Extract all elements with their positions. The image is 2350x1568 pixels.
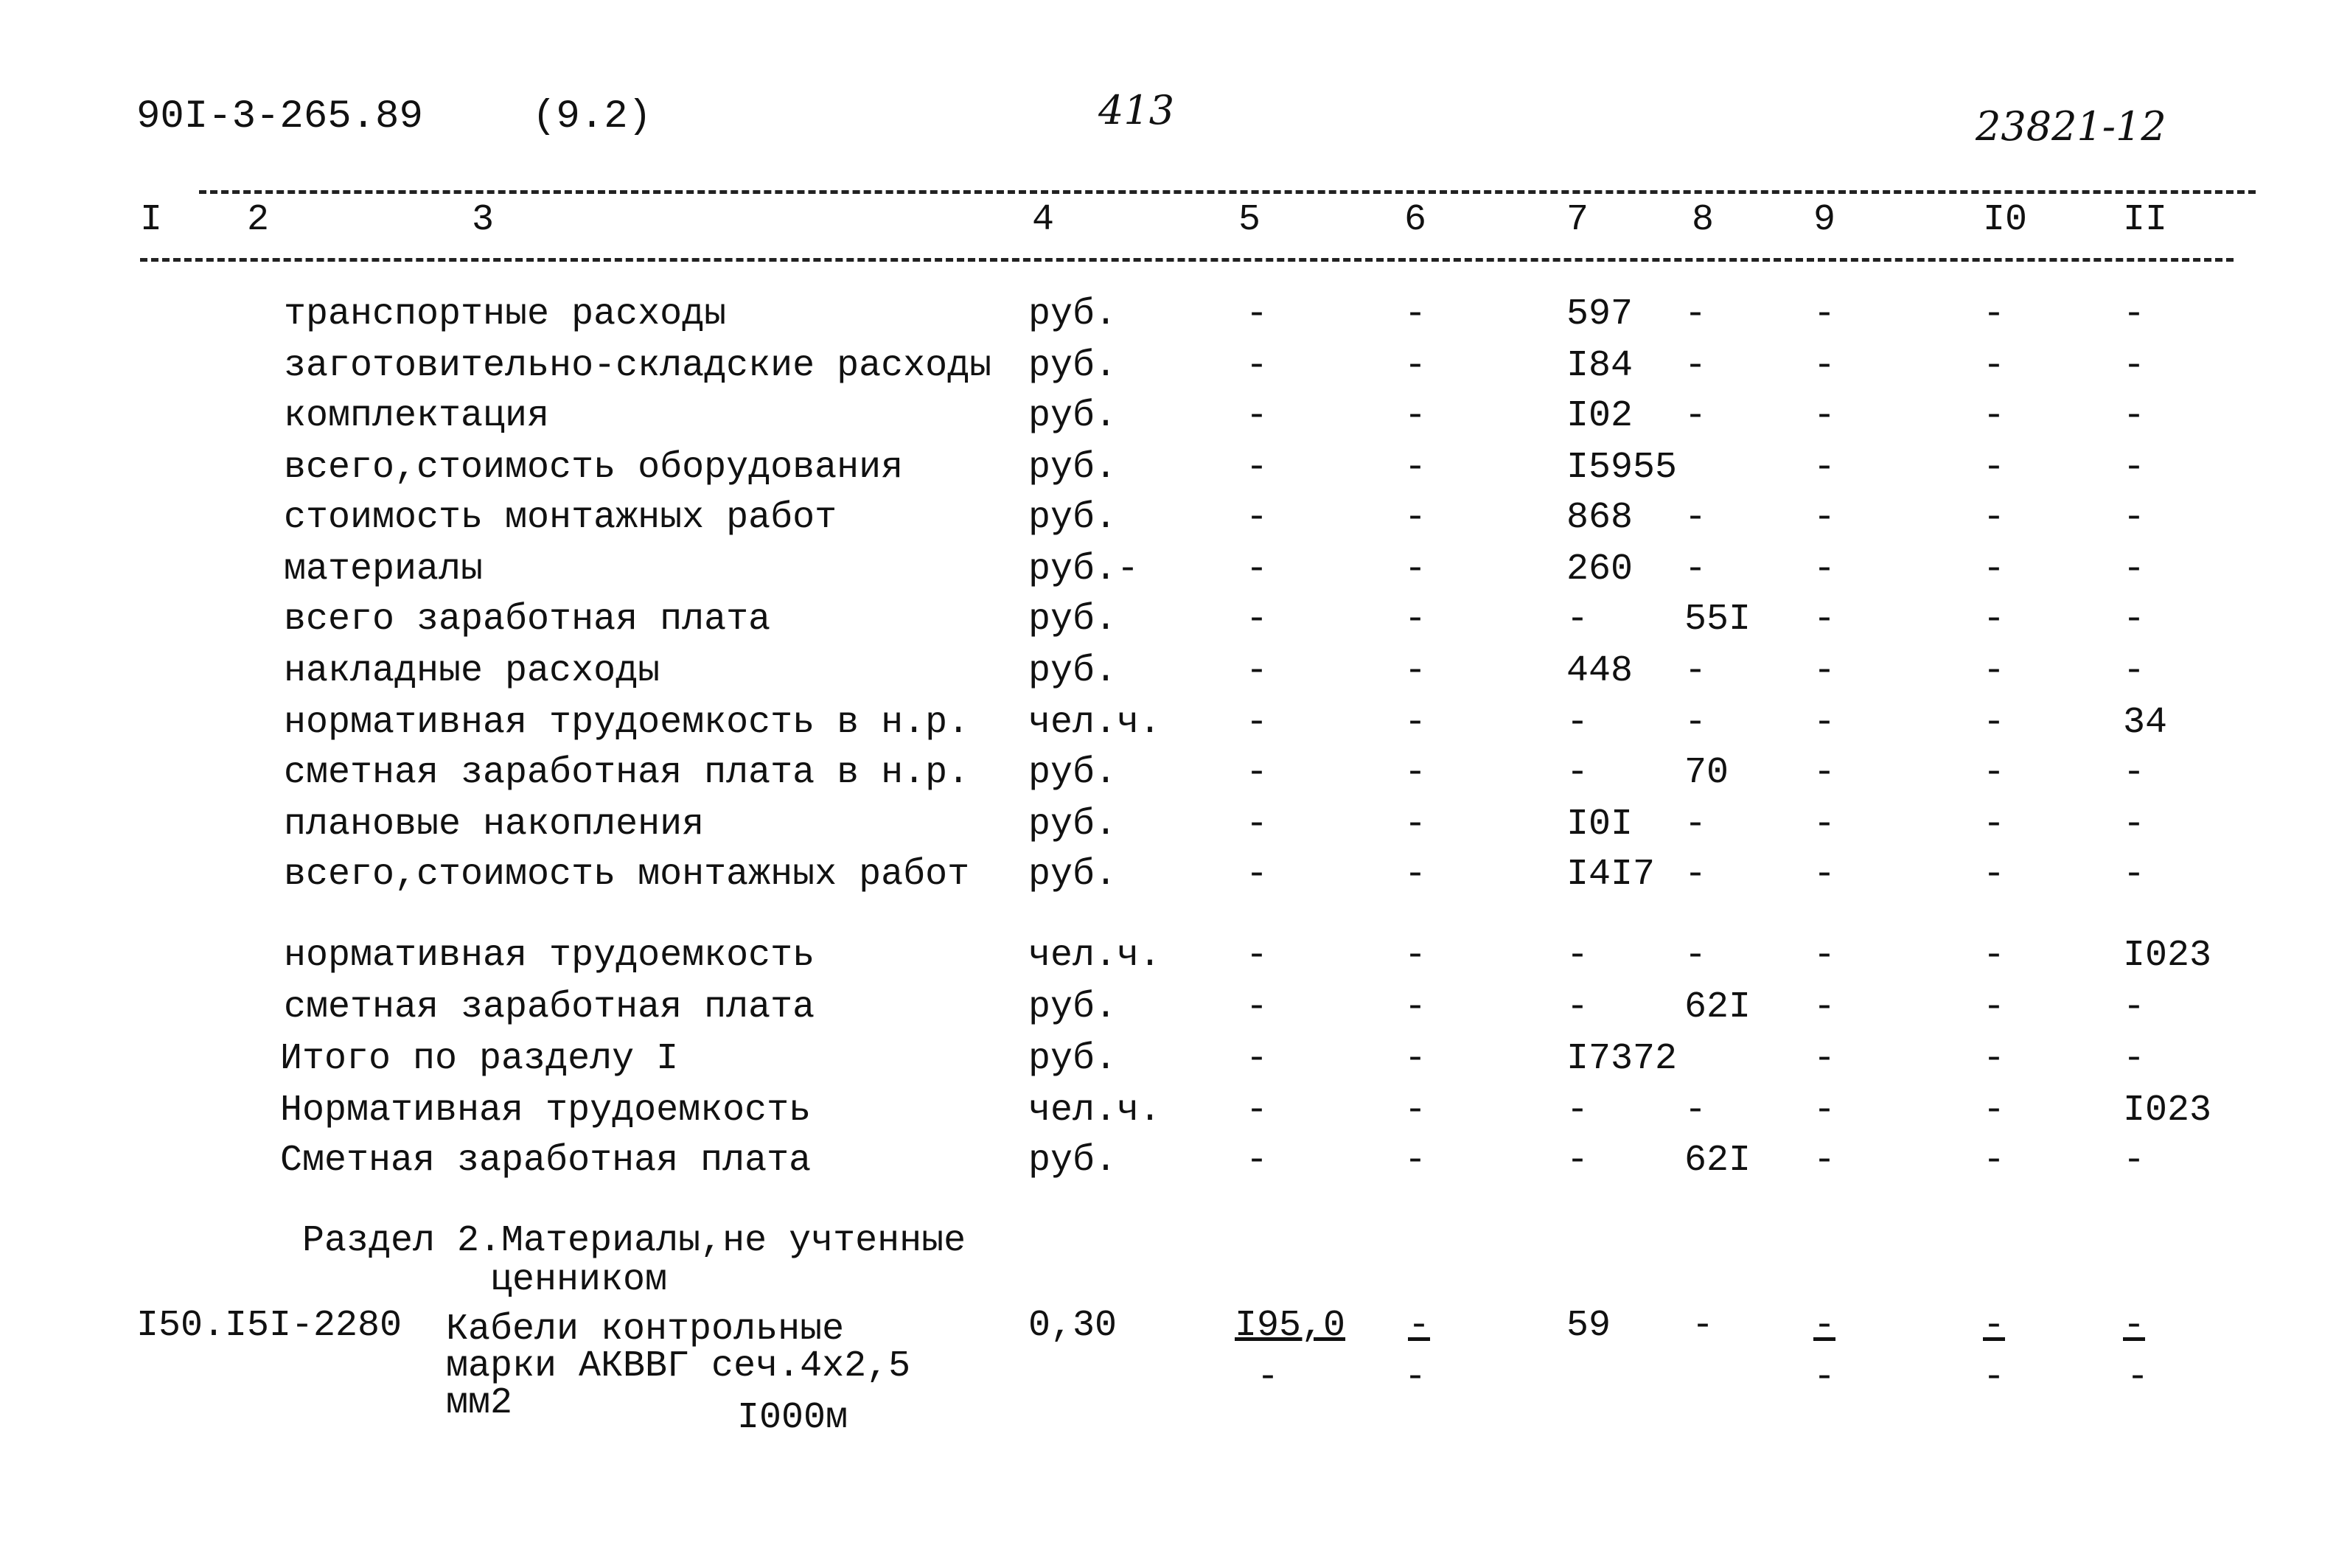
row-col5: - xyxy=(1246,395,1269,437)
row-col7: I4I7 xyxy=(1566,854,1656,896)
row-col6: - xyxy=(1404,345,1427,387)
row-unit: руб. xyxy=(1028,804,1118,846)
row-col5: - xyxy=(1246,447,1269,489)
row-label: стоимость монтажных работ xyxy=(284,497,837,539)
row-col10: - xyxy=(1983,395,2006,437)
header-bottom-rule xyxy=(140,258,2234,262)
row-col6: - xyxy=(1404,650,1427,692)
row-col6: - xyxy=(1404,752,1427,794)
row-unit: руб. xyxy=(1028,752,1118,794)
item-name-line2: марки АКВВГ сеч.4х2,5 xyxy=(446,1345,911,1387)
row-col8: - xyxy=(1684,497,1707,539)
item-col6-lower: - xyxy=(1404,1356,1427,1398)
row-label: материалы xyxy=(284,548,484,590)
row-col7: - xyxy=(1566,599,1589,641)
row-label: комплектация xyxy=(284,395,550,437)
row-col9: - xyxy=(1813,293,1836,335)
item-col6: - xyxy=(1408,1305,1431,1347)
row-unit: руб.- xyxy=(1028,548,1140,590)
item-col11: - xyxy=(2123,1305,2146,1347)
row-col5: - xyxy=(1246,702,1269,744)
row-col9: - xyxy=(1813,1140,1836,1182)
row-col6: - xyxy=(1404,1090,1427,1132)
row-col6: - xyxy=(1404,447,1427,489)
row-col9: - xyxy=(1813,702,1836,744)
row-col9: - xyxy=(1813,935,1836,977)
row-label: всего заработная плата xyxy=(284,599,771,641)
column-header: 3 xyxy=(472,199,495,241)
item-col10-lower: - xyxy=(1983,1356,2006,1398)
item-col5-lower: - xyxy=(1257,1356,1280,1398)
inventory-number: 23821-12 xyxy=(1976,103,2166,150)
row-unit: руб. xyxy=(1028,650,1118,692)
row-unit: руб. xyxy=(1028,293,1118,335)
row-unit: руб. xyxy=(1028,986,1118,1028)
row-col11: - xyxy=(2123,345,2146,387)
row-col6: - xyxy=(1404,804,1427,846)
row-col8: - xyxy=(1684,650,1707,692)
row-col8: - xyxy=(1684,854,1707,896)
column-header: 9 xyxy=(1813,199,1836,241)
row-col9: - xyxy=(1813,650,1836,692)
header-top-rule xyxy=(199,190,2256,194)
column-header: 2 xyxy=(247,199,270,241)
row-col5: - xyxy=(1246,1090,1269,1132)
row-col11: - xyxy=(2123,293,2146,335)
row-col5: - xyxy=(1246,497,1269,539)
row-col7: - xyxy=(1566,1140,1589,1182)
row-col8: 70 xyxy=(1684,752,1729,794)
row-col8: - xyxy=(1684,804,1707,846)
row-col9: - xyxy=(1813,548,1836,590)
row-col7: 260 xyxy=(1566,548,1634,590)
item-total: 59 xyxy=(1566,1305,1611,1347)
item-col9-lower: - xyxy=(1813,1356,1836,1398)
row-unit: руб. xyxy=(1028,854,1118,896)
row-col10: - xyxy=(1983,548,2006,590)
row-col7: 868 xyxy=(1566,497,1634,539)
row-col7: - xyxy=(1566,935,1589,977)
page-number: 413 xyxy=(1098,87,1175,133)
row-label: плановые накопления xyxy=(284,804,705,846)
row-col9: - xyxy=(1813,599,1836,641)
row-col5: - xyxy=(1246,1140,1269,1182)
row-col6: - xyxy=(1404,854,1427,896)
row-col9: - xyxy=(1813,395,1836,437)
row-unit: чел.ч. xyxy=(1028,1090,1162,1132)
row-col5: - xyxy=(1246,1038,1269,1080)
row-col6: - xyxy=(1404,548,1427,590)
row-col5: - xyxy=(1246,345,1269,387)
column-header: I0 xyxy=(1983,199,2028,241)
row-col9: - xyxy=(1813,1090,1836,1132)
row-col8: 55I xyxy=(1684,599,1751,641)
row-col11: - xyxy=(2123,599,2146,641)
row-col11: I023 xyxy=(2123,935,2212,977)
row-col11: - xyxy=(2123,986,2146,1028)
row-col11: 34 xyxy=(2123,702,2168,744)
row-col10: - xyxy=(1983,935,2006,977)
row-col8: 62I xyxy=(1684,1140,1751,1182)
row-col8: - xyxy=(1684,293,1707,335)
row-label: Сметная заработная плата xyxy=(280,1140,812,1182)
row-col10: - xyxy=(1983,804,2006,846)
row-unit: руб. xyxy=(1028,497,1118,539)
row-col9: - xyxy=(1813,986,1836,1028)
item-quantity: 0,30 xyxy=(1028,1305,1118,1347)
row-label: сметная заработная плата xyxy=(284,986,815,1028)
row-unit: руб. xyxy=(1028,345,1118,387)
row-col10: - xyxy=(1983,447,2006,489)
column-header: 6 xyxy=(1404,199,1427,241)
row-col6: - xyxy=(1404,935,1427,977)
item-unit-price: I95,0 xyxy=(1235,1305,1346,1347)
item-unit-measure: I000м xyxy=(737,1397,848,1439)
section-reference: (9.2) xyxy=(532,94,652,139)
row-col11: - xyxy=(2123,650,2146,692)
row-col6: - xyxy=(1404,395,1427,437)
column-header: I xyxy=(140,199,163,241)
row-label: всего,стоимость монтажных работ xyxy=(284,854,970,896)
row-col8: - xyxy=(1684,395,1707,437)
row-col8: - xyxy=(1684,345,1707,387)
row-unit: руб. xyxy=(1028,599,1118,641)
row-label: заготовительно-складские расходы xyxy=(284,345,992,387)
row-col10: - xyxy=(1983,854,2006,896)
row-label: сметная заработная плата в н.р. xyxy=(284,752,970,794)
row-col10: - xyxy=(1983,1140,2006,1182)
row-col7: - xyxy=(1566,752,1589,794)
row-col11: - xyxy=(2123,1038,2146,1080)
row-col8: - xyxy=(1684,548,1707,590)
item-name-line1: Кабели контрольные xyxy=(446,1309,845,1351)
row-col10: - xyxy=(1983,1090,2006,1132)
row-label: всего,стоимость оборудования xyxy=(284,447,904,489)
item-col10: - xyxy=(1983,1305,2006,1347)
row-col7: I5955 xyxy=(1566,447,1678,489)
row-col8: - xyxy=(1684,702,1707,744)
row-unit: чел.ч. xyxy=(1028,702,1162,744)
row-col6: - xyxy=(1404,497,1427,539)
row-col8: - xyxy=(1684,1090,1707,1132)
row-label: транспортные расходы xyxy=(284,293,727,335)
row-unit: руб. xyxy=(1028,395,1118,437)
row-col6: - xyxy=(1404,1140,1427,1182)
row-col10: - xyxy=(1983,986,2006,1028)
row-label: нормативная трудоемкость xyxy=(284,935,815,977)
row-col7: I84 xyxy=(1566,345,1634,387)
row-col5: - xyxy=(1246,752,1269,794)
column-header: 7 xyxy=(1566,199,1589,241)
column-header: II xyxy=(2123,199,2168,241)
row-col9: - xyxy=(1813,804,1836,846)
row-col5: - xyxy=(1246,293,1269,335)
row-unit: чел.ч. xyxy=(1028,935,1162,977)
row-col10: - xyxy=(1983,702,2006,744)
row-col8: 62I xyxy=(1684,986,1751,1028)
row-label: нормативная трудоемкость в н.р. xyxy=(284,702,970,744)
row-col9: - xyxy=(1813,447,1836,489)
row-col10: - xyxy=(1983,497,2006,539)
section-2-title-cont: ценником xyxy=(490,1259,668,1301)
row-unit: руб. xyxy=(1028,447,1118,489)
row-col5: - xyxy=(1246,804,1269,846)
column-header: 5 xyxy=(1238,199,1261,241)
item-code: I50.I5I-2280 xyxy=(136,1305,402,1347)
row-col10: - xyxy=(1983,752,2006,794)
row-col7: 448 xyxy=(1566,650,1634,692)
row-col9: - xyxy=(1813,854,1836,896)
row-label: накладные расходы xyxy=(284,650,660,692)
row-col8: - xyxy=(1684,935,1707,977)
row-col6: - xyxy=(1404,599,1427,641)
item-col8: - xyxy=(1692,1305,1715,1347)
row-col11: - xyxy=(2123,1140,2146,1182)
row-label: Итого по разделу I xyxy=(280,1038,679,1080)
row-col9: - xyxy=(1813,497,1836,539)
row-col10: - xyxy=(1983,1038,2006,1080)
row-col11: - xyxy=(2123,548,2146,590)
row-col7: - xyxy=(1566,1090,1589,1132)
row-label: Нормативная трудоемкость xyxy=(280,1090,812,1132)
row-col11: - xyxy=(2123,447,2146,489)
row-col5: - xyxy=(1246,986,1269,1028)
row-col7: I02 xyxy=(1566,395,1634,437)
row-unit: руб. xyxy=(1028,1140,1118,1182)
column-header: 8 xyxy=(1692,199,1715,241)
row-col6: - xyxy=(1404,702,1427,744)
row-col7: - xyxy=(1566,702,1589,744)
section-2-title: Раздел 2.Материалы,не учтенные xyxy=(302,1220,966,1262)
row-col5: - xyxy=(1246,650,1269,692)
document-code: 90I-3-265.89 xyxy=(136,94,423,139)
row-col7: 597 xyxy=(1566,293,1634,335)
row-col10: - xyxy=(1983,650,2006,692)
row-col6: - xyxy=(1404,1038,1427,1080)
row-col7: I0I xyxy=(1566,804,1634,846)
row-col11: I023 xyxy=(2123,1090,2212,1132)
row-col10: - xyxy=(1983,345,2006,387)
row-col7: - xyxy=(1566,986,1589,1028)
row-col11: - xyxy=(2123,497,2146,539)
item-col9: - xyxy=(1813,1305,1836,1347)
row-col11: - xyxy=(2123,804,2146,846)
row-col5: - xyxy=(1246,548,1269,590)
row-col6: - xyxy=(1404,986,1427,1028)
row-col6: - xyxy=(1404,293,1427,335)
row-col7: I7372 xyxy=(1566,1038,1678,1080)
row-col5: - xyxy=(1246,935,1269,977)
row-col5: - xyxy=(1246,599,1269,641)
row-unit: руб. xyxy=(1028,1038,1118,1080)
row-col11: - xyxy=(2123,854,2146,896)
item-name-line3: мм2 xyxy=(446,1382,513,1424)
row-col5: - xyxy=(1246,854,1269,896)
column-header: 4 xyxy=(1032,199,1055,241)
item-col11-lower: - xyxy=(2127,1356,2149,1398)
row-col10: - xyxy=(1983,599,2006,641)
row-col9: - xyxy=(1813,345,1836,387)
row-col9: - xyxy=(1813,752,1836,794)
row-col11: - xyxy=(2123,395,2146,437)
row-col11: - xyxy=(2123,752,2146,794)
row-col10: - xyxy=(1983,293,2006,335)
row-col9: - xyxy=(1813,1038,1836,1080)
